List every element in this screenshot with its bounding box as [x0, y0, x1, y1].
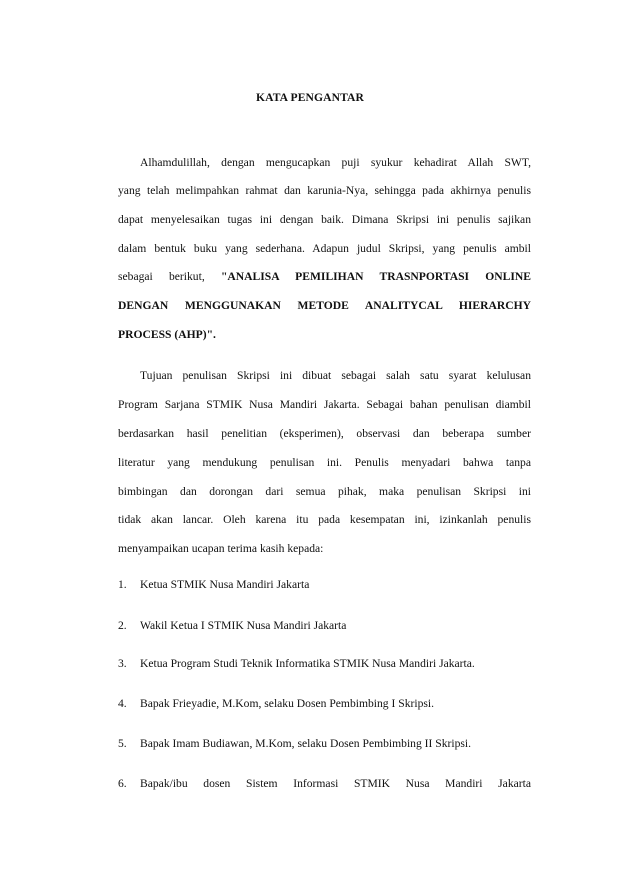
list-item	[118, 577, 531, 593]
paragraph-line: dapat menyelesaikan tugas ini dengan baik. Dimana Skripsi ini penulis sajikan	[118, 213, 531, 226]
thesis-title-line: DENGAN MENGGUNAKAN METODE ANALITYCAL HIERARCHY	[118, 299, 531, 312]
list-number: 2.	[118, 619, 127, 632]
list-text: Bapak Frieyadie, M.Kom, selaku Dosen Pembimbing I Skripsi.	[140, 697, 434, 710]
list-number: 3.	[118, 657, 127, 670]
list-text: Ketua STMIK Nusa Mandiri Jakarta	[140, 578, 310, 591]
list-item	[118, 656, 531, 672]
page-title: KATA PENGANTAR	[255, 91, 364, 104]
list-number: 4.	[118, 697, 127, 710]
title-intro-text: sebagai berikut,	[118, 270, 205, 283]
paragraph-line: berdasarkan hasil penelitian (eksperimen), observasi dan beberapa sumber	[118, 427, 531, 440]
list-text: Ketua Program Studi Teknik Informatika STMIK Nusa Mandiri Jakarta.	[140, 657, 475, 670]
paragraph-line-title-intro	[118, 269, 531, 285]
paragraph-line: Tujuan penulisan Skripsi ini dibuat sebagai salah satu syarat kelulusan	[140, 369, 531, 382]
paragraph-line: Alhamdulillah, dengan mengucapkan puji syukur kehadirat Allah SWT,	[140, 156, 531, 169]
paragraph-line: dalam bentuk buku yang sederhana. Adapun judul Skripsi, yang penulis ambil	[118, 242, 531, 255]
list-number: 1.	[118, 578, 127, 591]
paragraph-line: yang telah melimpahkan rahmat dan karunia-Nya, sehingga pada akhirnya penulis	[118, 184, 531, 197]
list-item	[118, 736, 531, 752]
paragraph-line: literatur yang mendukung penulisan ini. Penulis menyadari bahwa tanpa	[118, 456, 531, 469]
list-text: Bapak/ibu dosen Sistem Informasi STMIK Nusa Mandiri Jakarta	[140, 777, 531, 790]
list-text: Bapak Imam Budiawan, M.Kom, selaku Dosen Pembimbing II Skripsi.	[140, 737, 472, 750]
list-item	[118, 618, 531, 634]
thesis-title-line: PROCESS (AHP)".	[118, 328, 216, 341]
list-number: 6.	[118, 777, 127, 790]
paragraph-line: Program Sarjana STMIK Nusa Mandiri Jakarta. Sebagai bahan penulisan diambil	[118, 398, 531, 411]
list-item	[118, 776, 531, 792]
list-item	[118, 696, 531, 712]
list-number: 5.	[118, 737, 127, 750]
list-text: Wakil Ketua I STMIK Nusa Mandiri Jakarta	[140, 619, 347, 632]
paragraph-line: menyampaikan ucapan terima kasih kepada:	[118, 542, 324, 555]
paragraph-line: tidak akan lancar. Oleh karena itu pada kesempatan ini, izinkanlah penulis	[118, 513, 531, 526]
paragraph-line: bimbingan dan dorongan dari semua pihak, maka penulisan Skripsi ini	[118, 485, 531, 498]
thesis-title-part: "ANALISA PEMILIHAN TRASNPORTASI ONLINE	[220, 270, 531, 283]
